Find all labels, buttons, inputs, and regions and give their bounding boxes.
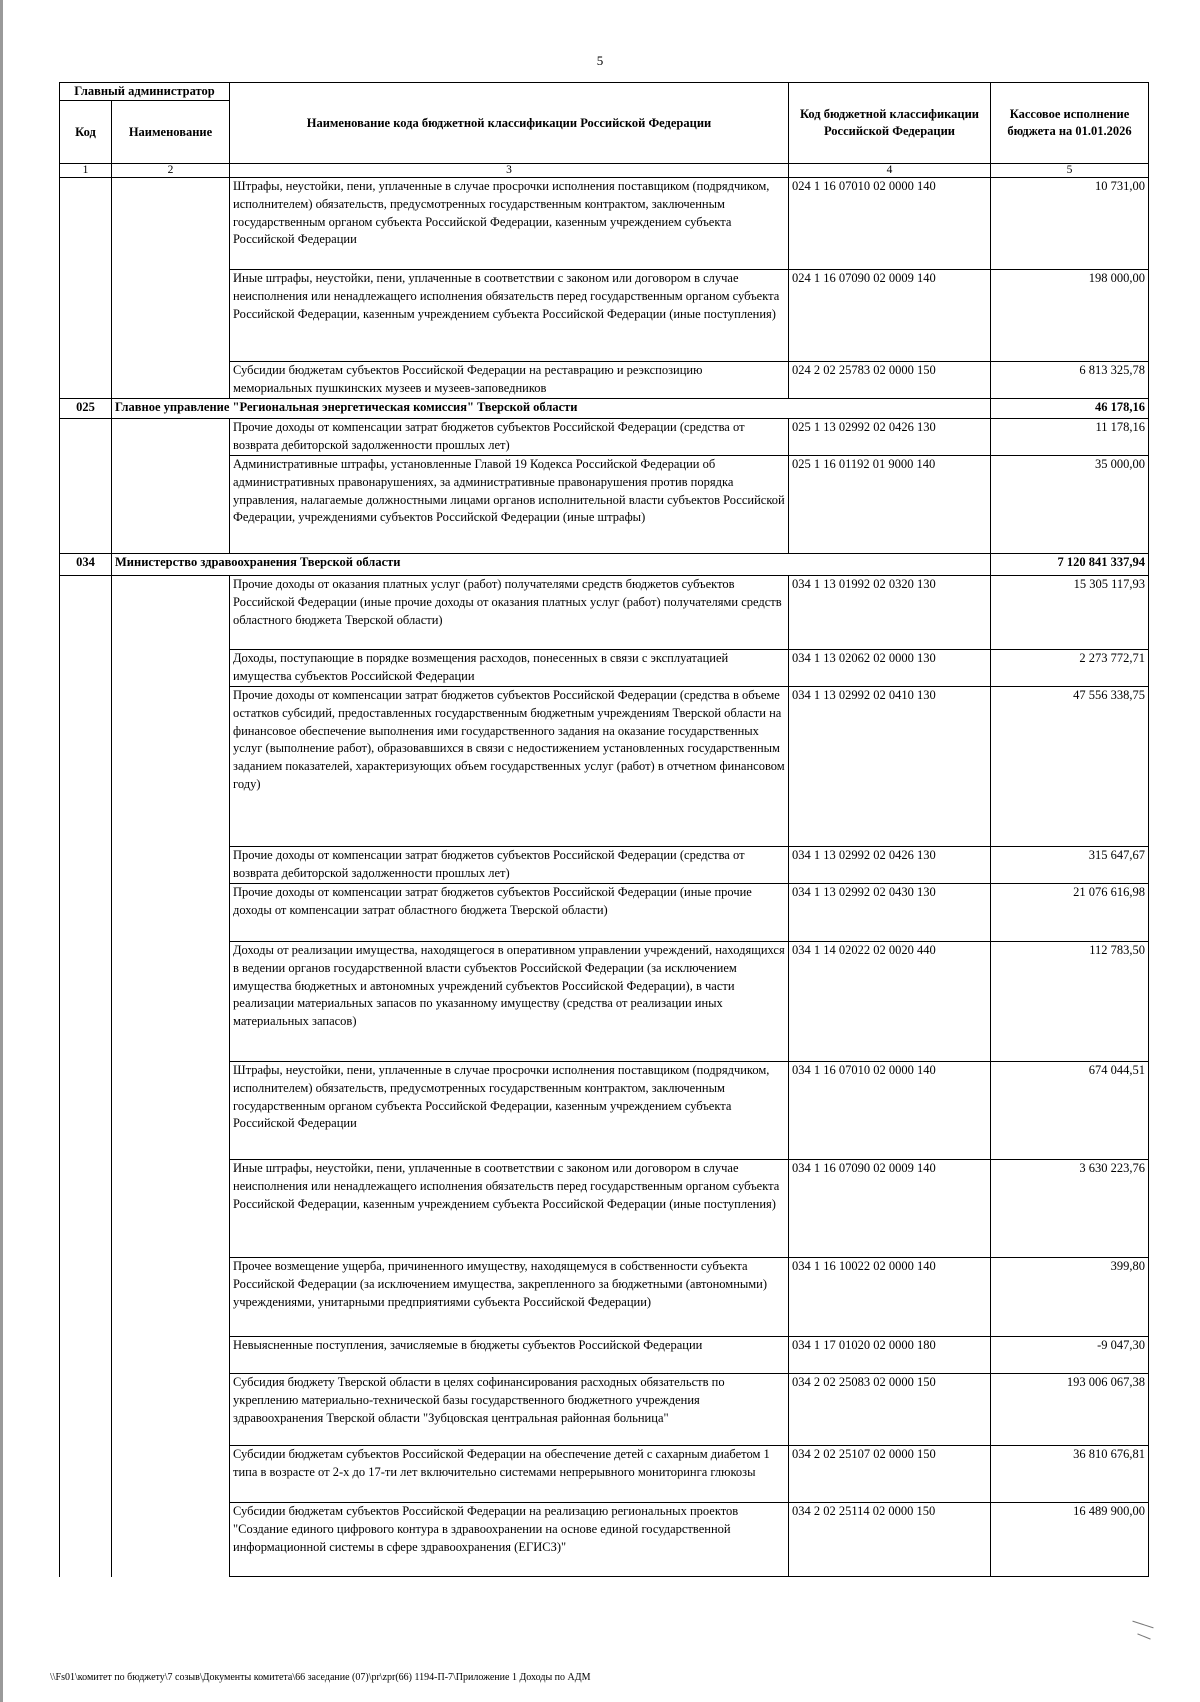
execution-amount: 11 178,16	[991, 419, 1149, 456]
income-description: Прочие доходы от оказания платных услуг (работ) получателями средств бюджетов субъектов Российской Федерации (иные прочие доходы от оказания платных услуг (работ) получателями средств областного бюджета Тверской области)	[230, 576, 789, 650]
file-path-footer: \\Fs01\комитет по бюджету\7 созыв\Документы комитета\66 заседание (07)\pr\zpr(66) 1194-П-7\Приложение 1 Доходы по АДМ	[50, 1672, 591, 1683]
empty-code-cell	[60, 1160, 112, 1258]
budget-code: 034 1 16 07090 02 0009 140	[789, 1160, 991, 1258]
income-description: Прочие доходы от компенсации затрат бюджетов субъектов Российской Федерации (средства в объеме остатков субсидий, предоставленных государственным бюджетным учреждениям Тверской области на финансовое обеспечение выполнения ими государственного задания на оказание государственных услуг (выполнение работ), образовавшихся в связи с недостижением установленных государственным заданием показателей, характеризующих объем государственных услуг (работ) в отчетном финансовом году)	[230, 687, 789, 847]
execution-amount: 47 556 338,75	[991, 687, 1149, 847]
budget-code: 034 1 13 02992 02 0426 130	[789, 847, 991, 884]
budget-code: 025 1 13 02992 02 0426 130	[789, 419, 991, 456]
execution-amount: 6 813 325,78	[991, 362, 1149, 399]
table-row	[60, 178, 1149, 270]
income-description: Субсидии бюджетам субъектов Российской Федерации на реставрацию и реэкспозицию мемориальных пушкинских музеев и музеев-заповедников	[230, 362, 789, 399]
budget-code: 034 2 02 25107 02 0000 150	[789, 1446, 991, 1503]
income-description: Прочие доходы от компенсации затрат бюджетов субъектов Российской Федерации (средства от возврата дебиторской задолженности прошлых лет)	[230, 847, 789, 884]
classification-code-header: Код бюджетной классификации Российской Федерации	[789, 83, 991, 164]
empty-code-cell	[60, 1374, 112, 1446]
empty-name-cell	[112, 1258, 230, 1337]
empty-name-cell	[112, 1503, 230, 1577]
table-row	[60, 576, 1149, 650]
execution-amount: 10 731,00	[991, 178, 1149, 270]
budget-code: 034 1 16 07010 02 0000 140	[789, 1062, 991, 1160]
income-description: Иные штрафы, неустойки, пени, уплаченные в соответствии с законом или договором в случае неисполнения или ненадлежащего исполнения обязательств перед государственным органом субъекта Российской Федерации, казенным учреждением субъекта Российской Федерации (иные поступления)	[230, 1160, 789, 1258]
empty-name-cell	[112, 1446, 230, 1503]
budget-code: 024 2 02 25783 02 0000 150	[789, 362, 991, 399]
scan-mark	[1137, 1633, 1150, 1639]
table-row	[60, 1374, 1149, 1446]
table-row	[60, 847, 1149, 884]
table-row	[60, 687, 1149, 847]
table-row	[60, 884, 1149, 942]
table-row	[60, 1160, 1149, 1258]
empty-code-cell	[60, 456, 112, 554]
admin-name: Министерство здравоохранения Тверской области	[112, 554, 991, 576]
empty-code-cell	[60, 847, 112, 884]
table-row	[60, 419, 1149, 456]
table-row	[60, 362, 1149, 399]
admin-total: 46 178,16	[991, 399, 1149, 419]
admin-total: 7 120 841 337,94	[991, 554, 1149, 576]
admin-name: Главное управление "Региональная энергетическая комиссия" Тверской области	[112, 399, 991, 419]
page-number: 5	[596, 53, 604, 68]
income-description: Субсидия бюджету Тверской области в целях софинансирования расходных обязательств по укреплению материально-технической базы государственного бюджетного учреждения здравоохранения Тверской области "Зубцовская центральная районная больница"	[230, 1374, 789, 1446]
empty-name-cell	[112, 942, 230, 1062]
execution-amount: 16 489 900,00	[991, 1503, 1149, 1577]
execution-amount: 15 305 117,93	[991, 576, 1149, 650]
admin-row	[60, 399, 1149, 419]
empty-name-cell	[112, 456, 230, 554]
empty-name-cell	[112, 419, 230, 456]
income-description: Административные штрафы, установленные Главой 19 Кодекса Российской Федерации об административных правонарушениях, за административные правонарушения против порядка управления, налагаемые должностными лицами органов исполнительной власти субъектов Российской Федерации, учреждениями субъектов Российской Федерации (иные штрафы)	[230, 456, 789, 554]
empty-code-cell	[60, 687, 112, 847]
execution-amount: 3 630 223,76	[991, 1160, 1149, 1258]
income-description: Прочие доходы от компенсации затрат бюджетов субъектов Российской Федерации (иные прочие доходы от компенсации затрат областного бюджета Тверской области)	[230, 884, 789, 942]
execution-amount: 399,80	[991, 1258, 1149, 1337]
execution-amount: 315 647,67	[991, 847, 1149, 884]
execution-amount: 35 000,00	[991, 456, 1149, 554]
column-number: 3	[230, 164, 789, 178]
budget-code: 034 1 17 01020 02 0000 180	[789, 1337, 991, 1374]
table-row	[60, 1503, 1149, 1577]
budget-code: 024 1 16 07090 02 0009 140	[789, 270, 991, 362]
execution-amount: 198 000,00	[991, 270, 1149, 362]
table-row	[60, 650, 1149, 687]
empty-name-cell	[112, 687, 230, 847]
income-description: Штрафы, неустойки, пени, уплаченные в случае просрочки исполнения поставщиком (подрядчиком, исполнителем) обязательств, предусмотренных государственным контрактом, заключенным государственным органом субъекта Российской Федерации, казенным учреждением субъекта Российской Федерации	[230, 1062, 789, 1160]
code-header: Код	[60, 101, 112, 164]
execution-amount: 674 044,51	[991, 1062, 1149, 1160]
income-description: Прочие доходы от компенсации затрат бюджетов субъектов Российской Федерации (средства от возврата дебиторской задолженности прошлых лет)	[230, 419, 789, 456]
income-description: Субсидии бюджетам субъектов Российской Федерации на реализацию региональных проектов "Создание единого цифрового контура в здравоохранении на основе единой государственной информационной системы в сфере здравоохранения (ЕГИСЗ)"	[230, 1503, 789, 1577]
table-row	[60, 1446, 1149, 1503]
empty-code-cell	[60, 270, 112, 362]
table-row	[60, 1062, 1149, 1160]
empty-name-cell	[112, 650, 230, 687]
income-description: Иные штрафы, неустойки, пени, уплаченные в соответствии с законом или договором в случае неисполнения или ненадлежащего исполнения обязательств перед государственным органом субъекта Российской Федерации, казенным учреждением субъекта Российской Федерации (иные поступления)	[230, 270, 789, 362]
empty-code-cell	[60, 362, 112, 399]
income-description: Доходы, поступающие в порядке возмещения расходов, понесенных в связи с эксплуатацией имущества субъектов Российской Федерации	[230, 650, 789, 687]
empty-code-cell	[60, 178, 112, 270]
empty-code-cell	[60, 884, 112, 942]
table-row	[60, 456, 1149, 554]
income-description: Прочее возмещение ущерба, причиненного имуществу, находящемуся в собственности субъекта Российской Федерации (за исключением имущества, закрепленного за бюджетными (автономными) учреждениями, унитарными предприятиями субъекта Российской Федерации)	[230, 1258, 789, 1337]
classification-name-header: Наименование кода бюджетной классификации Российской Федерации	[230, 83, 789, 164]
name-header: Наименование	[112, 101, 230, 164]
admin-code: 025	[60, 399, 112, 419]
empty-name-cell	[112, 1337, 230, 1374]
empty-code-cell	[60, 1062, 112, 1160]
empty-code-cell	[60, 1337, 112, 1374]
scan-edge	[0, 0, 3, 1702]
empty-name-cell	[112, 884, 230, 942]
budget-code: 034 1 13 02992 02 0410 130	[789, 687, 991, 847]
budget-code: 034 1 13 02062 02 0000 130	[789, 650, 991, 687]
empty-code-cell	[60, 1503, 112, 1577]
empty-name-cell	[112, 847, 230, 884]
execution-header: Кассовое исполнение бюджета на 01.01.2026	[991, 83, 1149, 164]
table-row	[60, 1337, 1149, 1374]
execution-amount: 112 783,50	[991, 942, 1149, 1062]
execution-amount: 21 076 616,98	[991, 884, 1149, 942]
empty-name-cell	[112, 270, 230, 362]
budget-code: 034 1 13 02992 02 0430 130	[789, 884, 991, 942]
empty-name-cell	[112, 576, 230, 650]
empty-code-cell	[60, 576, 112, 650]
admin-code: 034	[60, 554, 112, 576]
budget-code: 024 1 16 07010 02 0000 140	[789, 178, 991, 270]
table-body	[60, 178, 1149, 1577]
income-description: Невыясненные поступления, зачисляемые в бюджеты субъектов Российской Федерации	[230, 1337, 789, 1374]
empty-code-cell	[60, 650, 112, 687]
empty-name-cell	[112, 362, 230, 399]
budget-code: 034 1 14 02022 02 0020 440	[789, 942, 991, 1062]
empty-code-cell	[60, 1446, 112, 1503]
main-admin-header: Главный администратор	[60, 83, 230, 101]
empty-code-cell	[60, 419, 112, 456]
table-row	[60, 270, 1149, 362]
execution-amount: 193 006 067,38	[991, 1374, 1149, 1446]
column-number: 4	[789, 164, 991, 178]
empty-name-cell	[112, 1062, 230, 1160]
income-description: Доходы от реализации имущества, находящегося в оперативном управлении учреждений, находящихся в ведении органов государственной власти субъектов Российской Федерации (за исключением имущества бюджетных и автономных учреждений субъектов Российской Федерации), в части реализации материальных запасов по указанному имуществу (средства от реализации иных материальных запасов)	[230, 942, 789, 1062]
empty-name-cell	[112, 1160, 230, 1258]
empty-code-cell	[60, 942, 112, 1062]
empty-name-cell	[112, 1374, 230, 1446]
budget-code: 034 1 13 01992 02 0320 130	[789, 576, 991, 650]
empty-name-cell	[112, 178, 230, 270]
budget-code: 034 2 02 25114 02 0000 150	[789, 1503, 991, 1577]
revenue-table	[59, 82, 1149, 1577]
budget-code: 034 2 02 25083 02 0000 150	[789, 1374, 991, 1446]
empty-code-cell	[60, 1258, 112, 1337]
income-description: Субсидии бюджетам субъектов Российской Федерации на обеспечение детей с сахарным диабетом 1 типа в возрасте от 2-х до 17-ти лет включительно системами непрерывного мониторинга глюкозы	[230, 1446, 789, 1503]
income-description: Штрафы, неустойки, пени, уплаченные в случае просрочки исполнения поставщиком (подрядчиком, исполнителем) обязательств, предусмотренных государственным контрактом, заключенным государственным органом субъекта Российской Федерации, казенным учреждением субъекта Российской Федерации	[230, 178, 789, 270]
table-row	[60, 1258, 1149, 1337]
column-number: 1	[60, 164, 112, 178]
column-number: 2	[112, 164, 230, 178]
scan-mark	[1132, 1621, 1153, 1629]
execution-amount: 2 273 772,71	[991, 650, 1149, 687]
execution-amount: 36 810 676,81	[991, 1446, 1149, 1503]
budget-code: 034 1 16 10022 02 0000 140	[789, 1258, 991, 1337]
execution-amount: -9 047,30	[991, 1337, 1149, 1374]
column-number: 5	[991, 164, 1149, 178]
budget-code: 025 1 16 01192 01 9000 140	[789, 456, 991, 554]
admin-row	[60, 554, 1149, 576]
table-row	[60, 942, 1149, 1062]
